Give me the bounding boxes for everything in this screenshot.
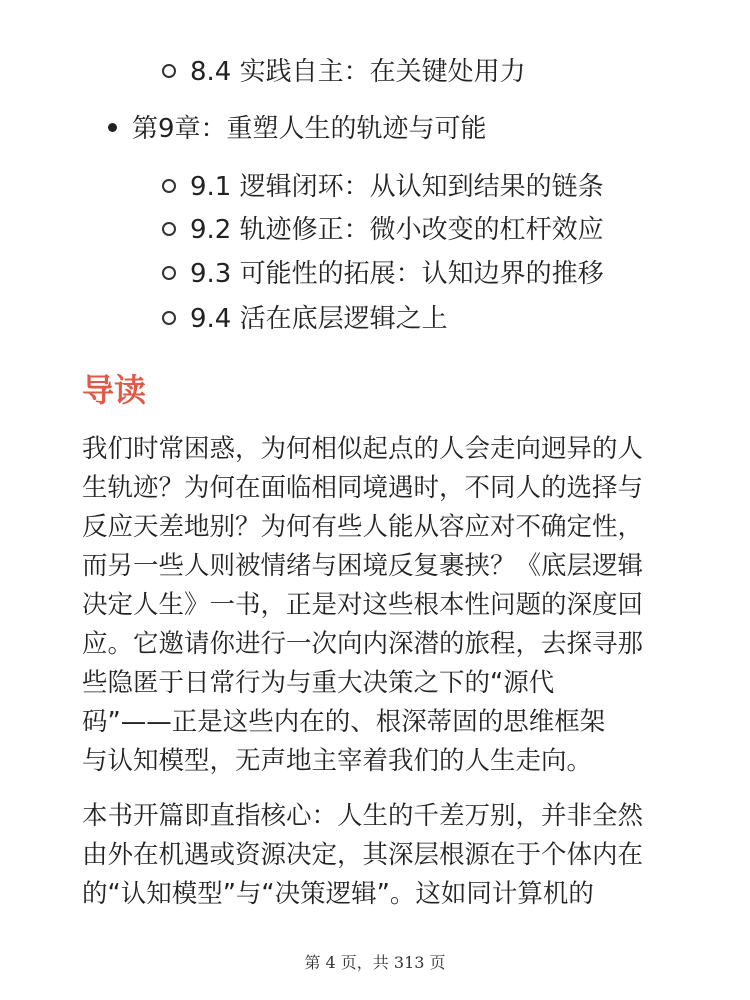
toc-item-9-2[interactable] — [162, 213, 604, 247]
paragraph-line: 决定人生》一书，正是对这些根本性问题的深度回 — [82, 590, 644, 620]
hollow-bullet-icon — [162, 266, 176, 280]
intro-paragraph-1 — [82, 430, 672, 781]
toc-chapter-label: 第9章：重塑人生的轨迹与可能 — [132, 114, 487, 144]
toc-item-label: 8.4 实践自主：在关键处用力 — [190, 57, 526, 87]
paragraph-line: 些隐匿于日常行为与重大决策之下的“源代 — [82, 668, 555, 698]
toc-item-9-4[interactable] — [162, 302, 448, 336]
paragraph-line: 我们时常困惑，为何相似起点的人会走向迥异的人 — [82, 434, 644, 464]
toc-item-label: 9.3 可能性的拓展：认知边界的推移 — [190, 259, 604, 289]
filled-bullet-icon — [108, 123, 117, 132]
paragraph-line: 由外在机遇或资源决定，其深层根源在于个体内在 — [82, 840, 644, 870]
paragraph-line: 与认知模型，无声地主宰着我们的人生走向。 — [82, 746, 593, 776]
hollow-bullet-icon — [162, 311, 176, 325]
paragraph-line: 应。它邀请你进行一次向内深潜的旅程，去探寻那 — [82, 629, 644, 659]
section-heading: 导读 — [82, 371, 147, 409]
hollow-bullet-icon — [162, 179, 176, 193]
toc-item-9-3[interactable] — [162, 257, 604, 291]
paragraph-line: 码”——正是这些内在的、根深蒂固的思维框架 — [82, 707, 606, 737]
paragraph-line: 本书开篇即直指核心：人生的千差万别，并非全然 — [82, 801, 644, 831]
paragraph-line: 而另一些人则被情绪与困境反复裹挟？《底层逻辑 — [82, 551, 644, 581]
page-number-footer: 第 4 页，共 313 页 — [304, 953, 446, 972]
paragraph-line: 反应天差地别？为何有些人能从容应对不确定性， — [82, 512, 644, 542]
toc-item-label: 9.4 活在底层逻辑之上 — [190, 304, 448, 334]
toc-item-9-1[interactable] — [162, 170, 604, 204]
toc-item-label: 9.1 逻辑闭环：从认知到结果的链条 — [190, 172, 604, 202]
intro-paragraph-2 — [82, 797, 672, 914]
paragraph-line: 生轨迹？为何在面临相同境遇时，不同人的选择与 — [82, 473, 644, 503]
toc-item-8-4[interactable] — [162, 55, 526, 89]
paragraph-line: 的“认知模型”与“决策逻辑”。这如同计算机的 — [82, 879, 594, 909]
toc-chapter-9[interactable] — [108, 112, 487, 146]
toc-item-label: 9.2 轨迹修正：微小改变的杠杆效应 — [190, 215, 604, 245]
hollow-bullet-icon — [162, 64, 176, 78]
hollow-bullet-icon — [162, 222, 176, 236]
